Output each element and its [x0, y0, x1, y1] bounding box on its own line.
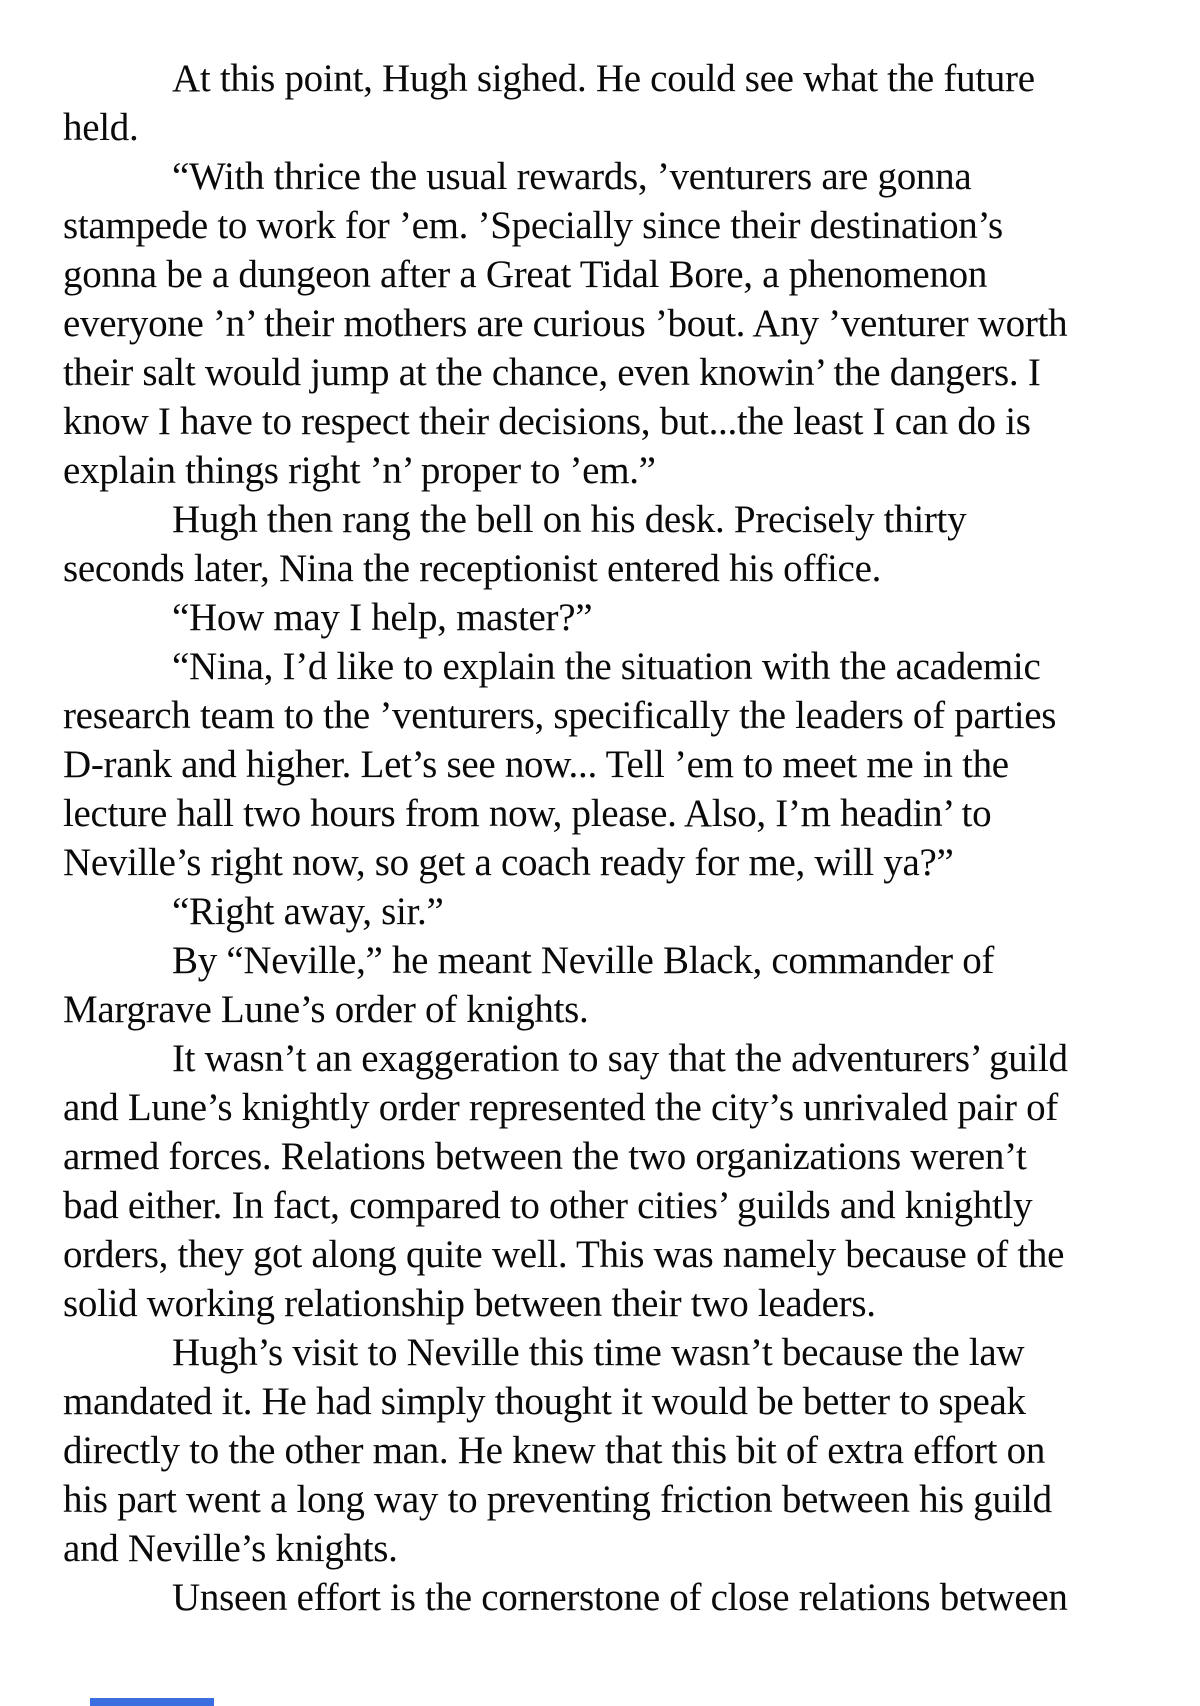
paragraph	[63, 887, 1160, 936]
text-line: held.	[63, 106, 139, 149]
paragraph	[63, 54, 1160, 152]
text-line: Hugh’s visit to Neville this time wasn’t because the law	[172, 1331, 1025, 1374]
text-line: armed forces. Relations between the two organizations weren’t	[63, 1135, 1027, 1178]
text-line: “Nina, I’d like to explain the situation with the academic	[172, 645, 1041, 688]
paragraph	[63, 152, 1160, 495]
text-line: stampede to work for ’em. ’Specially since their destination’s	[63, 204, 1003, 247]
text-line: mandated it. He had simply thought it would be better to speak	[63, 1380, 1026, 1423]
text-line: Unseen effort is the cornerstone of close relations between	[172, 1576, 1068, 1619]
text-line: Neville’s right now, so get a coach ready for me, will ya?”	[63, 841, 954, 884]
text-line: explain things right ’n’ proper to ’em.”	[63, 449, 656, 492]
text-line: lecture hall two hours from now, please. Also, I’m headin’ to	[63, 792, 992, 835]
text-line: everyone ’n’ their mothers are curious ’bout. Any ’venturer worth	[63, 302, 1068, 345]
text-line: solid working relationship between their two leaders.	[63, 1282, 876, 1325]
progress-indicator-bar	[90, 1698, 214, 1706]
text-line: D-rank and higher. Let’s see now... Tell ’em to meet me in the	[63, 743, 1009, 786]
text-line: research team to the ’venturers, specifically the leaders of parties	[63, 694, 1057, 737]
text-line: seconds later, Nina the receptionist entered his office.	[63, 547, 882, 590]
text-line: orders, they got along quite well. This was namely because of the	[63, 1233, 1065, 1276]
paragraph	[63, 593, 1160, 642]
paragraph	[63, 1573, 1160, 1622]
text-line: By “Neville,” he meant Neville Black, commander of	[172, 939, 995, 982]
text-line: his part went a long way to preventing friction between his guild	[63, 1478, 1052, 1521]
text-line: know I have to respect their decisions, but...the least I can do is	[63, 400, 1031, 443]
paragraph	[63, 936, 1160, 1034]
text-line: gonna be a dungeon after a Great Tidal Bore, a phenomenon	[63, 253, 988, 296]
page-text	[63, 54, 1160, 1622]
text-line: their salt would jump at the chance, even knowin’ the dangers. I	[63, 351, 1041, 394]
text-line: It wasn’t an exaggeration to say that the adventurers’ guild	[172, 1037, 1068, 1080]
text-line: and Lune’s knightly order represented the city’s unrivaled pair of	[63, 1086, 1058, 1129]
text-line: At this point, Hugh sighed. He could see what the future	[172, 57, 1035, 100]
paragraph	[63, 1328, 1160, 1573]
text-line: “How may I help, master?”	[172, 596, 593, 639]
paragraph	[63, 1034, 1160, 1328]
paragraph	[63, 642, 1160, 887]
text-line: “Right away, sir.”	[172, 890, 444, 933]
paragraph	[63, 495, 1160, 593]
text-line: Margrave Lune’s order of knights.	[63, 988, 589, 1031]
text-line: and Neville’s knights.	[63, 1527, 398, 1570]
text-line: directly to the other man. He knew that this bit of extra effort on	[63, 1429, 1046, 1472]
text-line: bad either. In fact, compared to other cities’ guilds and knightly	[63, 1184, 1033, 1227]
text-line: “With thrice the usual rewards, ’venturers are gonna	[172, 155, 972, 198]
text-line: Hugh then rang the bell on his desk. Precisely thirty	[172, 498, 967, 541]
